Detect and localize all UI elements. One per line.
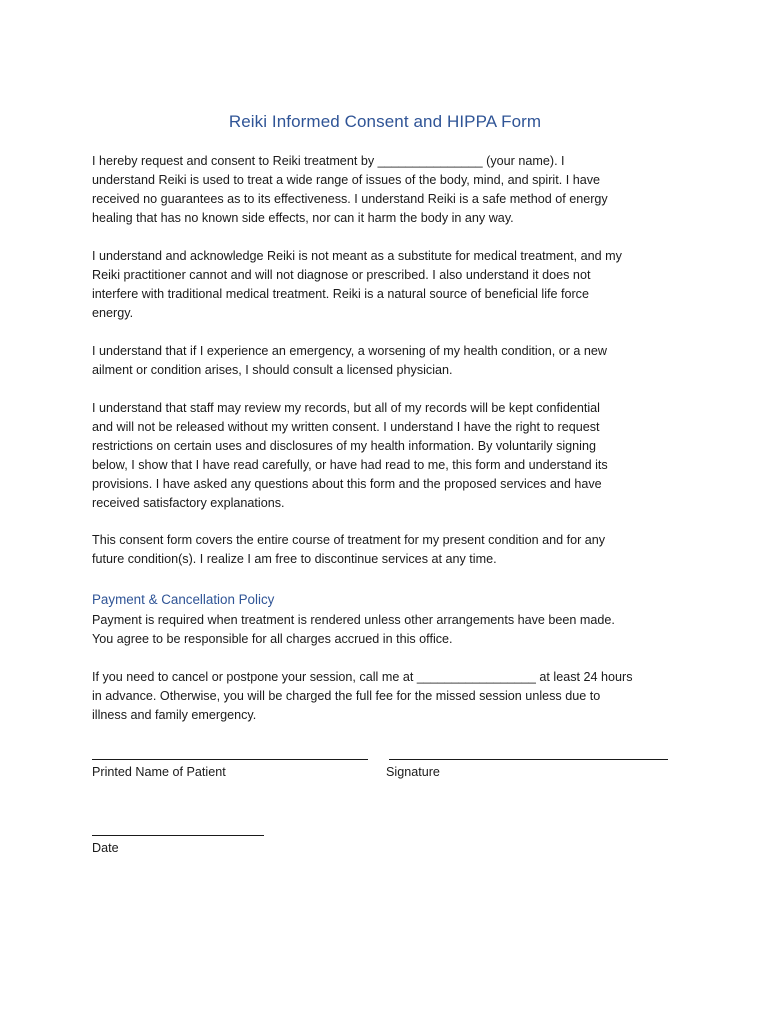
date-line[interactable] — [92, 835, 264, 836]
consent-paragraph: I hereby request and consent to Reiki treatment by _______________ (your name). I understand Reiki is used to treat a wide range of issues of the body, mind, and spirit. I have received no guarantees as to its effectiveness. I understand Reiki is a safe method of energy healing that has no known side effects, nor can it harm the body in any way. — [92, 154, 608, 225]
emergency-paragraph: I understand that if I experience an emergency, a worsening of my health condition, or a new ailment or condition arises, I should consult a licensed physician. — [92, 344, 608, 377]
cancellation-paragraph: If you need to cancel or postpone your session, call me at _________________ at least 24 hours in advance. Otherwise, you will be charged the full fee for the missed session unless due to illness and family emergency. — [92, 670, 633, 722]
signature-line[interactable] — [389, 759, 668, 760]
coverage-paragraph: This consent form covers the entire course of treatment for my present condition and for any future condition(s). I realize I am free to discontinue services at any time. — [92, 533, 606, 566]
payment-paragraph: Payment is required when treatment is rendered unless other arrangements have been made. You agree to be responsible for all charges accrued in this office. — [92, 613, 615, 646]
printed-name-line[interactable] — [92, 759, 368, 760]
signature-label: Signature — [386, 765, 440, 779]
form-title: Reiki Informed Consent and HIPPA Form — [228, 112, 542, 131]
acknowledgement-paragraph: I understand and acknowledge Reiki is not meant as a substitute for medical treatment, and my Reiki practitioner cannot and will not diagnose or prescribed. I also understand it does not interfere with traditional medical treatment. Reiki is a natural source of beneficial life force energy. — [92, 249, 622, 320]
date-label: Date — [92, 841, 119, 855]
payment-heading: Payment & Cancellation Policy — [92, 592, 275, 607]
records-paragraph: I understand that staff may review my records, but all of my records will be kept confidential and will not be released without my written consent. I understand I have the right to request restrictions on certain uses and disclosures of my health information. By voluntarily signing below, I show that I have read carefully, or have had read to me, this form and understand its provisions. I have asked any questions about this form and the proposed services and have received satisfactory explanations. — [92, 401, 608, 510]
printed-name-label: Printed Name of Patient — [92, 765, 226, 779]
